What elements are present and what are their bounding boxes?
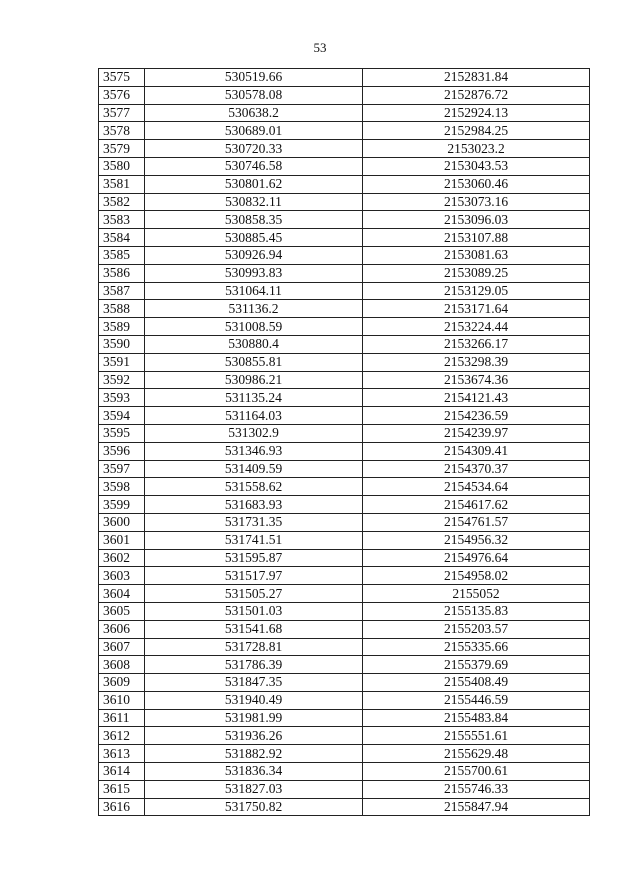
y-coordinate-cell: 2155746.33 bbox=[363, 780, 590, 798]
x-coordinate-cell: 531741.51 bbox=[145, 531, 363, 549]
y-coordinate-cell: 2155408.49 bbox=[363, 674, 590, 692]
y-coordinate-cell: 2154121.43 bbox=[363, 389, 590, 407]
x-coordinate-cell: 531595.87 bbox=[145, 549, 363, 567]
y-coordinate-cell: 2154761.57 bbox=[363, 513, 590, 531]
y-coordinate-cell: 2154236.59 bbox=[363, 407, 590, 425]
x-coordinate-cell: 531517.97 bbox=[145, 567, 363, 585]
y-coordinate-cell: 2155203.57 bbox=[363, 620, 590, 638]
table-row bbox=[99, 549, 590, 567]
x-coordinate-cell: 531409.59 bbox=[145, 460, 363, 478]
x-coordinate-cell: 530746.58 bbox=[145, 157, 363, 175]
point-number-cell: 3575 bbox=[99, 69, 145, 87]
point-number-cell: 3602 bbox=[99, 549, 145, 567]
point-number-cell: 3581 bbox=[99, 175, 145, 193]
y-coordinate-cell: 2154617.62 bbox=[363, 496, 590, 514]
y-coordinate-cell: 2153081.63 bbox=[363, 246, 590, 264]
point-number-cell: 3608 bbox=[99, 656, 145, 674]
x-coordinate-cell: 531728.81 bbox=[145, 638, 363, 656]
table-row bbox=[99, 353, 590, 371]
table-row bbox=[99, 140, 590, 158]
point-number-cell: 3600 bbox=[99, 513, 145, 531]
table-row bbox=[99, 798, 590, 816]
y-coordinate-cell: 2153224.44 bbox=[363, 318, 590, 336]
page-number: 53 bbox=[313, 40, 327, 55]
x-coordinate-cell: 530832.11 bbox=[145, 193, 363, 211]
point-number-cell: 3601 bbox=[99, 531, 145, 549]
x-coordinate-cell: 531541.68 bbox=[145, 620, 363, 638]
y-coordinate-cell: 2153674.36 bbox=[363, 371, 590, 389]
y-coordinate-cell: 2152924.13 bbox=[363, 104, 590, 122]
x-coordinate-cell: 531940.49 bbox=[145, 691, 363, 709]
table-row bbox=[99, 602, 590, 620]
table-row bbox=[99, 175, 590, 193]
x-coordinate-cell: 530880.4 bbox=[145, 335, 363, 353]
point-number-cell: 3596 bbox=[99, 442, 145, 460]
y-coordinate-cell: 2154370.37 bbox=[363, 460, 590, 478]
y-coordinate-cell: 2154956.32 bbox=[363, 531, 590, 549]
y-coordinate-cell: 2152984.25 bbox=[363, 122, 590, 140]
y-coordinate-cell: 2153089.25 bbox=[363, 264, 590, 282]
y-coordinate-cell: 2155700.61 bbox=[363, 763, 590, 781]
y-coordinate-cell: 2155847.94 bbox=[363, 798, 590, 816]
y-coordinate-cell: 2154239.97 bbox=[363, 424, 590, 442]
x-coordinate-cell: 531008.59 bbox=[145, 318, 363, 336]
x-coordinate-cell: 531786.39 bbox=[145, 656, 363, 674]
y-coordinate-cell: 2154534.64 bbox=[363, 478, 590, 496]
table-row bbox=[99, 585, 590, 603]
x-coordinate-cell: 531936.26 bbox=[145, 727, 363, 745]
table-row bbox=[99, 442, 590, 460]
table-row bbox=[99, 496, 590, 514]
x-coordinate-cell: 531302.9 bbox=[145, 424, 363, 442]
table-row bbox=[99, 157, 590, 175]
point-number-cell: 3615 bbox=[99, 780, 145, 798]
coordinates-table-body bbox=[99, 69, 590, 816]
x-coordinate-cell: 531683.93 bbox=[145, 496, 363, 514]
point-number-cell: 3610 bbox=[99, 691, 145, 709]
point-number-cell: 3599 bbox=[99, 496, 145, 514]
table-row bbox=[99, 727, 590, 745]
y-coordinate-cell: 2154309.41 bbox=[363, 442, 590, 460]
point-number-cell: 3589 bbox=[99, 318, 145, 336]
table-row bbox=[99, 620, 590, 638]
y-coordinate-cell: 2155335.66 bbox=[363, 638, 590, 656]
y-coordinate-cell: 2153107.88 bbox=[363, 229, 590, 247]
y-coordinate-cell: 2153266.17 bbox=[363, 335, 590, 353]
x-coordinate-cell: 530519.66 bbox=[145, 69, 363, 87]
table-row bbox=[99, 407, 590, 425]
table-row bbox=[99, 656, 590, 674]
y-coordinate-cell: 2155446.59 bbox=[363, 691, 590, 709]
y-coordinate-cell: 2153129.05 bbox=[363, 282, 590, 300]
x-coordinate-cell: 530855.81 bbox=[145, 353, 363, 371]
x-coordinate-cell: 531558.62 bbox=[145, 478, 363, 496]
table-row bbox=[99, 86, 590, 104]
coordinates-table bbox=[98, 68, 590, 816]
point-number-cell: 3590 bbox=[99, 335, 145, 353]
point-number-cell: 3588 bbox=[99, 300, 145, 318]
x-coordinate-cell: 531981.99 bbox=[145, 709, 363, 727]
point-number-cell: 3606 bbox=[99, 620, 145, 638]
point-number-cell: 3576 bbox=[99, 86, 145, 104]
y-coordinate-cell: 2155135.83 bbox=[363, 602, 590, 620]
table-row bbox=[99, 478, 590, 496]
table-row bbox=[99, 567, 590, 585]
table-row bbox=[99, 780, 590, 798]
x-coordinate-cell: 530638.2 bbox=[145, 104, 363, 122]
table-row bbox=[99, 246, 590, 264]
table-row bbox=[99, 745, 590, 763]
point-number-cell: 3585 bbox=[99, 246, 145, 264]
point-number-cell: 3586 bbox=[99, 264, 145, 282]
x-coordinate-cell: 531827.03 bbox=[145, 780, 363, 798]
point-number-cell: 3612 bbox=[99, 727, 145, 745]
point-number-cell: 3609 bbox=[99, 674, 145, 692]
x-coordinate-cell: 530858.35 bbox=[145, 211, 363, 229]
table-row bbox=[99, 389, 590, 407]
table-row bbox=[99, 122, 590, 140]
table-row bbox=[99, 335, 590, 353]
x-coordinate-cell: 531346.93 bbox=[145, 442, 363, 460]
x-coordinate-cell: 531836.34 bbox=[145, 763, 363, 781]
table-row bbox=[99, 229, 590, 247]
x-coordinate-cell: 531501.03 bbox=[145, 602, 363, 620]
point-number-cell: 3598 bbox=[99, 478, 145, 496]
point-number-cell: 3594 bbox=[99, 407, 145, 425]
table-row bbox=[99, 763, 590, 781]
y-coordinate-cell: 2152831.84 bbox=[363, 69, 590, 87]
point-number-cell: 3577 bbox=[99, 104, 145, 122]
x-coordinate-cell: 531750.82 bbox=[145, 798, 363, 816]
point-number-cell: 3583 bbox=[99, 211, 145, 229]
table-row bbox=[99, 638, 590, 656]
x-coordinate-cell: 531136.2 bbox=[145, 300, 363, 318]
point-number-cell: 3611 bbox=[99, 709, 145, 727]
y-coordinate-cell: 2153298.39 bbox=[363, 353, 590, 371]
point-number-cell: 3580 bbox=[99, 157, 145, 175]
table-row bbox=[99, 211, 590, 229]
point-number-cell: 3605 bbox=[99, 602, 145, 620]
y-coordinate-cell: 2155379.69 bbox=[363, 656, 590, 674]
table-row bbox=[99, 371, 590, 389]
table-row bbox=[99, 531, 590, 549]
x-coordinate-cell: 531731.35 bbox=[145, 513, 363, 531]
y-coordinate-cell: 2153171.64 bbox=[363, 300, 590, 318]
y-coordinate-cell: 2153060.46 bbox=[363, 175, 590, 193]
x-coordinate-cell: 530926.94 bbox=[145, 246, 363, 264]
y-coordinate-cell: 2155483.84 bbox=[363, 709, 590, 727]
x-coordinate-cell: 531164.03 bbox=[145, 407, 363, 425]
table-row bbox=[99, 424, 590, 442]
y-coordinate-cell: 2154958.02 bbox=[363, 567, 590, 585]
point-number-cell: 3595 bbox=[99, 424, 145, 442]
y-coordinate-cell: 2153073.16 bbox=[363, 193, 590, 211]
point-number-cell: 3613 bbox=[99, 745, 145, 763]
table-row bbox=[99, 674, 590, 692]
point-number-cell: 3597 bbox=[99, 460, 145, 478]
y-coordinate-cell: 2153096.03 bbox=[363, 211, 590, 229]
table-row bbox=[99, 300, 590, 318]
x-coordinate-cell: 531135.24 bbox=[145, 389, 363, 407]
table-row bbox=[99, 193, 590, 211]
table-row bbox=[99, 264, 590, 282]
point-number-cell: 3579 bbox=[99, 140, 145, 158]
table-row bbox=[99, 709, 590, 727]
point-number-cell: 3604 bbox=[99, 585, 145, 603]
point-number-cell: 3584 bbox=[99, 229, 145, 247]
table-row bbox=[99, 318, 590, 336]
x-coordinate-cell: 530993.83 bbox=[145, 264, 363, 282]
point-number-cell: 3578 bbox=[99, 122, 145, 140]
point-number-cell: 3592 bbox=[99, 371, 145, 389]
point-number-cell: 3582 bbox=[99, 193, 145, 211]
table-row bbox=[99, 282, 590, 300]
y-coordinate-cell: 2153043.53 bbox=[363, 157, 590, 175]
x-coordinate-cell: 530885.45 bbox=[145, 229, 363, 247]
x-coordinate-cell: 530720.33 bbox=[145, 140, 363, 158]
x-coordinate-cell: 531847.35 bbox=[145, 674, 363, 692]
point-number-cell: 3593 bbox=[99, 389, 145, 407]
y-coordinate-cell: 2155629.48 bbox=[363, 745, 590, 763]
table-row bbox=[99, 691, 590, 709]
x-coordinate-cell: 531064.11 bbox=[145, 282, 363, 300]
table-row bbox=[99, 460, 590, 478]
x-coordinate-cell: 530578.08 bbox=[145, 86, 363, 104]
y-coordinate-cell: 2154976.64 bbox=[363, 549, 590, 567]
point-number-cell: 3614 bbox=[99, 763, 145, 781]
y-coordinate-cell: 2152876.72 bbox=[363, 86, 590, 104]
table-row bbox=[99, 104, 590, 122]
point-number-cell: 3607 bbox=[99, 638, 145, 656]
x-coordinate-cell: 531882.92 bbox=[145, 745, 363, 763]
point-number-cell: 3591 bbox=[99, 353, 145, 371]
x-coordinate-cell: 530986.21 bbox=[145, 371, 363, 389]
x-coordinate-cell: 531505.27 bbox=[145, 585, 363, 603]
point-number-cell: 3616 bbox=[99, 798, 145, 816]
y-coordinate-cell: 2155551.61 bbox=[363, 727, 590, 745]
x-coordinate-cell: 530689.01 bbox=[145, 122, 363, 140]
y-coordinate-cell: 2155052 bbox=[363, 585, 590, 603]
y-coordinate-cell: 2153023.2 bbox=[363, 140, 590, 158]
table-row bbox=[99, 513, 590, 531]
point-number-cell: 3603 bbox=[99, 567, 145, 585]
table-row bbox=[99, 69, 590, 87]
point-number-cell: 3587 bbox=[99, 282, 145, 300]
x-coordinate-cell: 530801.62 bbox=[145, 175, 363, 193]
